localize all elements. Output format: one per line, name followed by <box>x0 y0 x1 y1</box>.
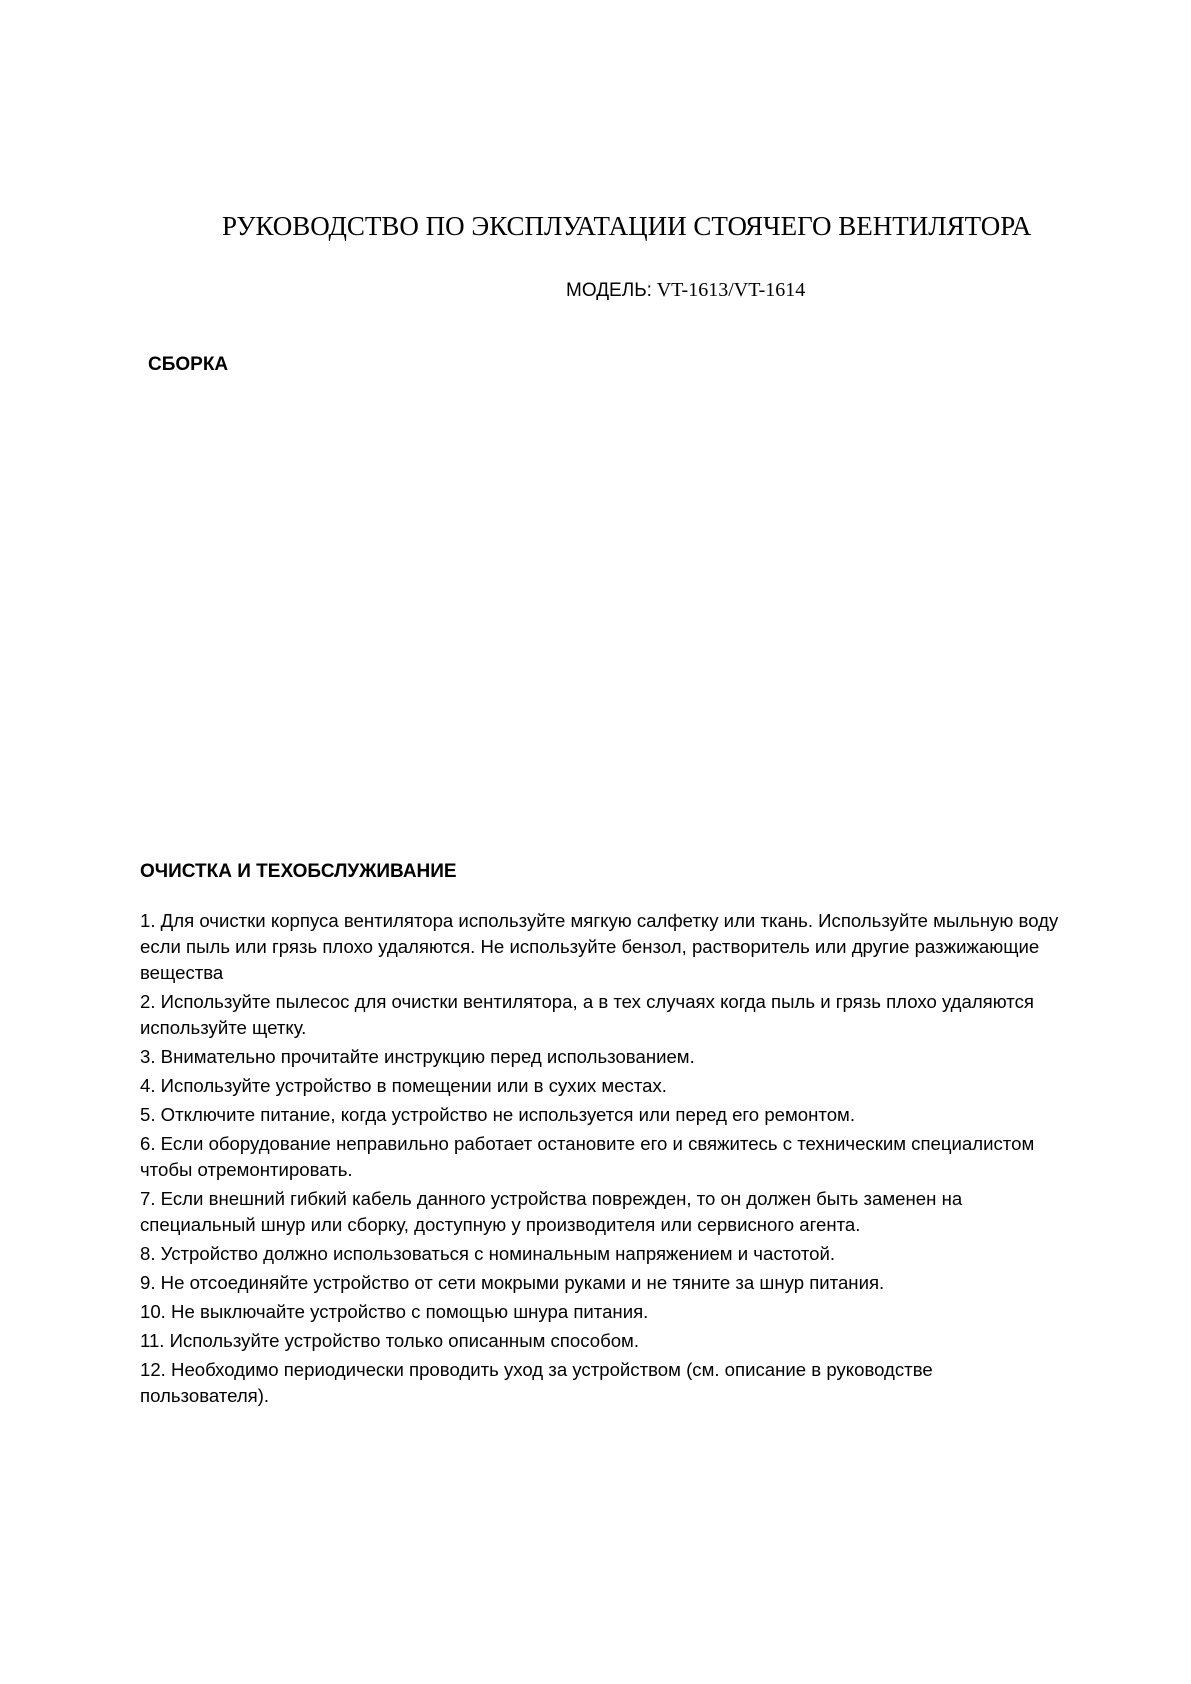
list-item: 9. Не отсоединяйте устройство от сети мокрыми руками и не тяните за шнур питания. <box>140 1272 885 1293</box>
list-item: 12. Необходимо периодически проводить уход за устройством (см. описание в руководстве пользователя). <box>140 1359 933 1406</box>
list-item: 10. Не выключайте устройство с помощью шнура питания. <box>140 1301 649 1322</box>
model-value: VT-1613/VT-1614 <box>656 279 806 301</box>
cleaning-list <box>140 908 1060 1412</box>
list-item: 1. Для очистки корпуса вентилятора используйте мягкую салфетку или ткань. Используйте мыльную воду если пыль или грязь плохо удаляются. Не используйте бензол, растворитель или другие разжижающие вещества <box>140 910 1059 983</box>
list-item: 6. Если оборудование неправильно работает остановите его и свяжитесь с техническим специалистом чтобы отремонтировать. <box>140 1133 1035 1180</box>
list-item: 8. Устройство должно использоваться с номинальным напряжением и частотой. <box>140 1243 836 1264</box>
list-item: 11. Используйте устройство только описанным способом. <box>140 1330 640 1351</box>
document-title: РУКОВОДСТВО ПО ЭКСПЛУАТАЦИИ СТОЯЧЕГО ВЕНТИЛЯТОРА <box>222 211 1032 241</box>
list-item: 4. Используйте устройство в помещении или в сухих местах. <box>140 1075 667 1096</box>
model-label: МОДЕЛЬ: <box>566 280 652 301</box>
cleaning-heading: ОЧИСТКА И ТЕХОБСЛУЖИВАНИЕ <box>140 861 457 882</box>
list-item: 7. Если внешний гибкий кабель данного устройства поврежден, то он должен быть заменен на специальный шнур или сборку, доступную у производителя или сервисного агента. <box>140 1188 963 1235</box>
assembly-heading: СБОРКА <box>148 354 229 375</box>
list-item: 2. Используйте пылесос для очистки вентилятора, а в тех случаях когда пыль и грязь плохо удаляются используйте щетку. <box>140 991 1034 1038</box>
list-item: 5. Отключите питание, когда устройство не используется или перед его ремонтом. <box>140 1104 855 1125</box>
model-line <box>566 279 805 302</box>
list-item: 3. Внимательно прочитайте инструкцию перед использованием. <box>140 1046 695 1067</box>
